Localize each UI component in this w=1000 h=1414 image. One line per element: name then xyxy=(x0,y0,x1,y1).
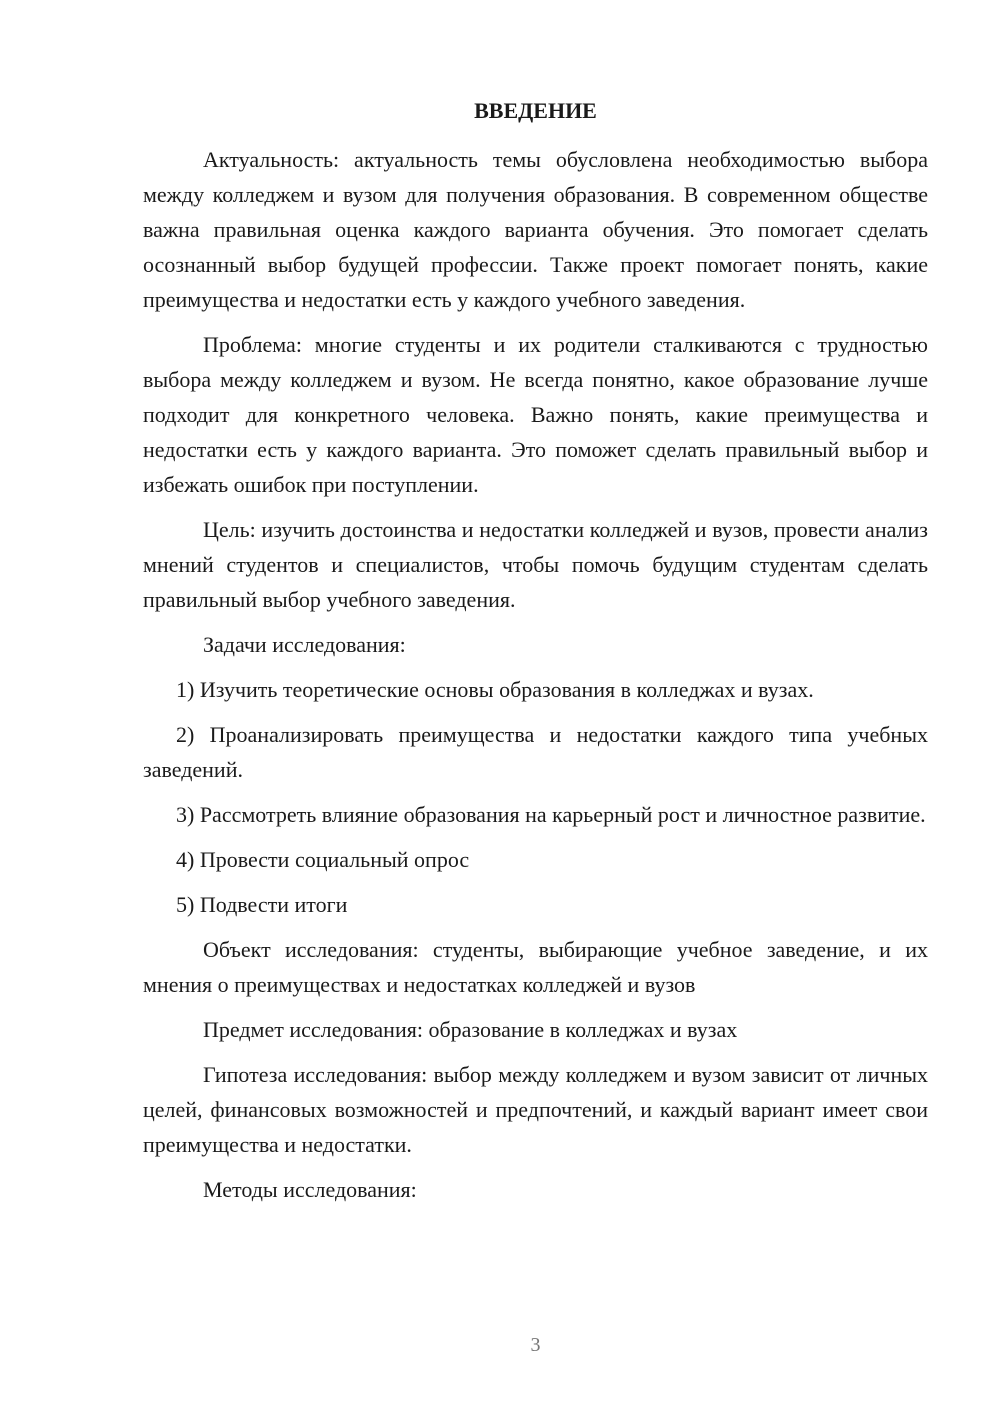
paragraph-hypothesis: Гипотеза исследования: выбор между колледжем и вузом зависит от личных целей, финансовых возможностей и предпочтений, и каждый вариант имеет свои преимущества и недостатки. xyxy=(143,1062,928,1157)
paragraph-problem: Проблема: многие студенты и их родители сталкиваются с трудностью выбора между колледжем и вузом. Не всегда понятно, какое образование лучше подходит для конкретного человека. Важно понять, какие преимущества и недостатки есть у каждого варианта. Это поможет сделать правильный выбор и избежать ошибок при поступлении. xyxy=(143,332,928,497)
page-number: 3 xyxy=(530,1334,541,1356)
task-item-3: 3) Рассмотреть влияние образования на карьерный рост и личностное развитие. xyxy=(176,802,926,827)
paragraph-object: Объект исследования: студенты, выбирающие учебное заведение, и их мнения о преимуществах и недостатках колледжей и вузов xyxy=(143,937,928,997)
task-item-4: 4) Провести социальный опрос xyxy=(176,847,470,872)
paragraph-relevance: Актуальность: актуальность темы обусловлена необходимостью выбора между колледжем и вузом для получения образования. В современном обществе важна правильная оценка каждого варианта обучения. Это помогает сделать осознанный выбор будущей профессии. Также проект помогает понять, какие преимущества и недостатки есть у каждого учебного заведения. xyxy=(143,147,928,312)
paragraph-methods: Методы исследования: xyxy=(203,1177,417,1202)
document-page xyxy=(143,0,928,1414)
task-item-2: 2) Проанализировать преимущества и недостатки каждого типа учебных заведений. xyxy=(143,722,928,782)
document-body xyxy=(143,142,928,1217)
paragraph-goal: Цель: изучить достоинства и недостатки колледжей и вузов, провести анализ мнений студентов и специалистов, чтобы помочь будущим студентам сделать правильный выбор учебного заведения. xyxy=(143,517,928,612)
page-title: ВВЕДЕНИЕ xyxy=(474,98,597,123)
task-item-1: 1) Изучить теоретические основы образования в колледжах и вузах. xyxy=(176,677,814,702)
task-item-5: 5) Подвести итоги xyxy=(176,892,348,917)
paragraph-tasks-heading: Задачи исследования: xyxy=(203,632,406,657)
paragraph-subject: Предмет исследования: образование в колледжах и вузах xyxy=(203,1017,738,1042)
